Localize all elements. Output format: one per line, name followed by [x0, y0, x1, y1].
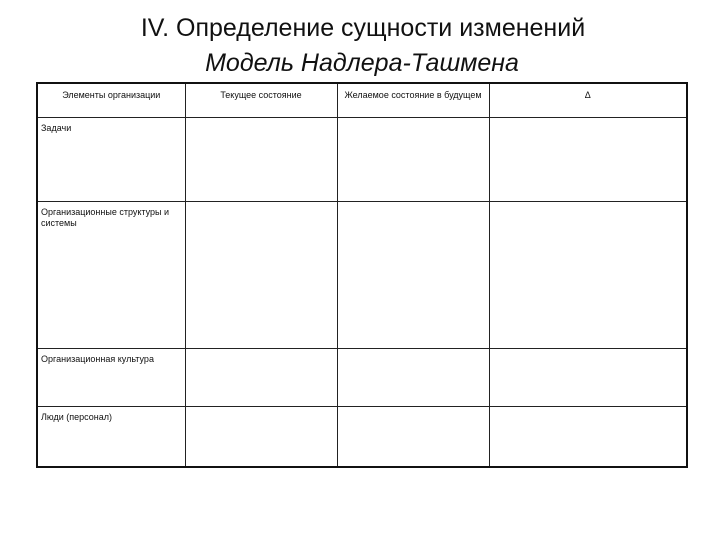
delta-cell: [489, 406, 687, 467]
slide-title-line-1: IV. Определение сущности изменений: [140, 14, 586, 42]
row-label-structures: Организационные структуры и системы: [41, 206, 170, 228]
slide-subtitle: Модель Надлера-Ташмена: [205, 49, 519, 77]
delta-cell: [489, 348, 687, 406]
row-label-cell: [37, 117, 185, 201]
table-header-row: [37, 83, 687, 117]
header-delta: Δ: [489, 83, 687, 117]
desired-state-cell: [337, 406, 489, 467]
current-state-cell: [185, 201, 337, 348]
row-label-tasks: Задачи: [41, 122, 72, 133]
current-state-cell: [185, 406, 337, 467]
current-state-cell: [185, 348, 337, 406]
current-state-cell: [185, 117, 337, 201]
row-label-culture: Организационная культура: [41, 353, 154, 364]
desired-state-cell: [337, 201, 489, 348]
header-current-state: Текущее состояние: [185, 83, 337, 117]
delta-cell: [489, 201, 687, 348]
slide-title: [0, 10, 720, 80]
desired-state-cell: [337, 117, 489, 201]
delta-cell: [489, 117, 687, 201]
header-desired-state: Желаемое состояние в будущем: [337, 83, 489, 117]
nadler-tushman-table: [36, 82, 688, 468]
table-row: [37, 117, 687, 201]
row-label-people: Люди (персонал): [41, 411, 112, 422]
desired-state-cell: [337, 348, 489, 406]
table-row: [37, 406, 687, 467]
header-elements: Элементы организации: [37, 83, 185, 117]
table-row: [37, 201, 687, 348]
table-row: [37, 348, 687, 406]
row-label-cell: [37, 406, 185, 467]
row-label-cell: [37, 348, 185, 406]
row-label-cell: [37, 201, 185, 348]
